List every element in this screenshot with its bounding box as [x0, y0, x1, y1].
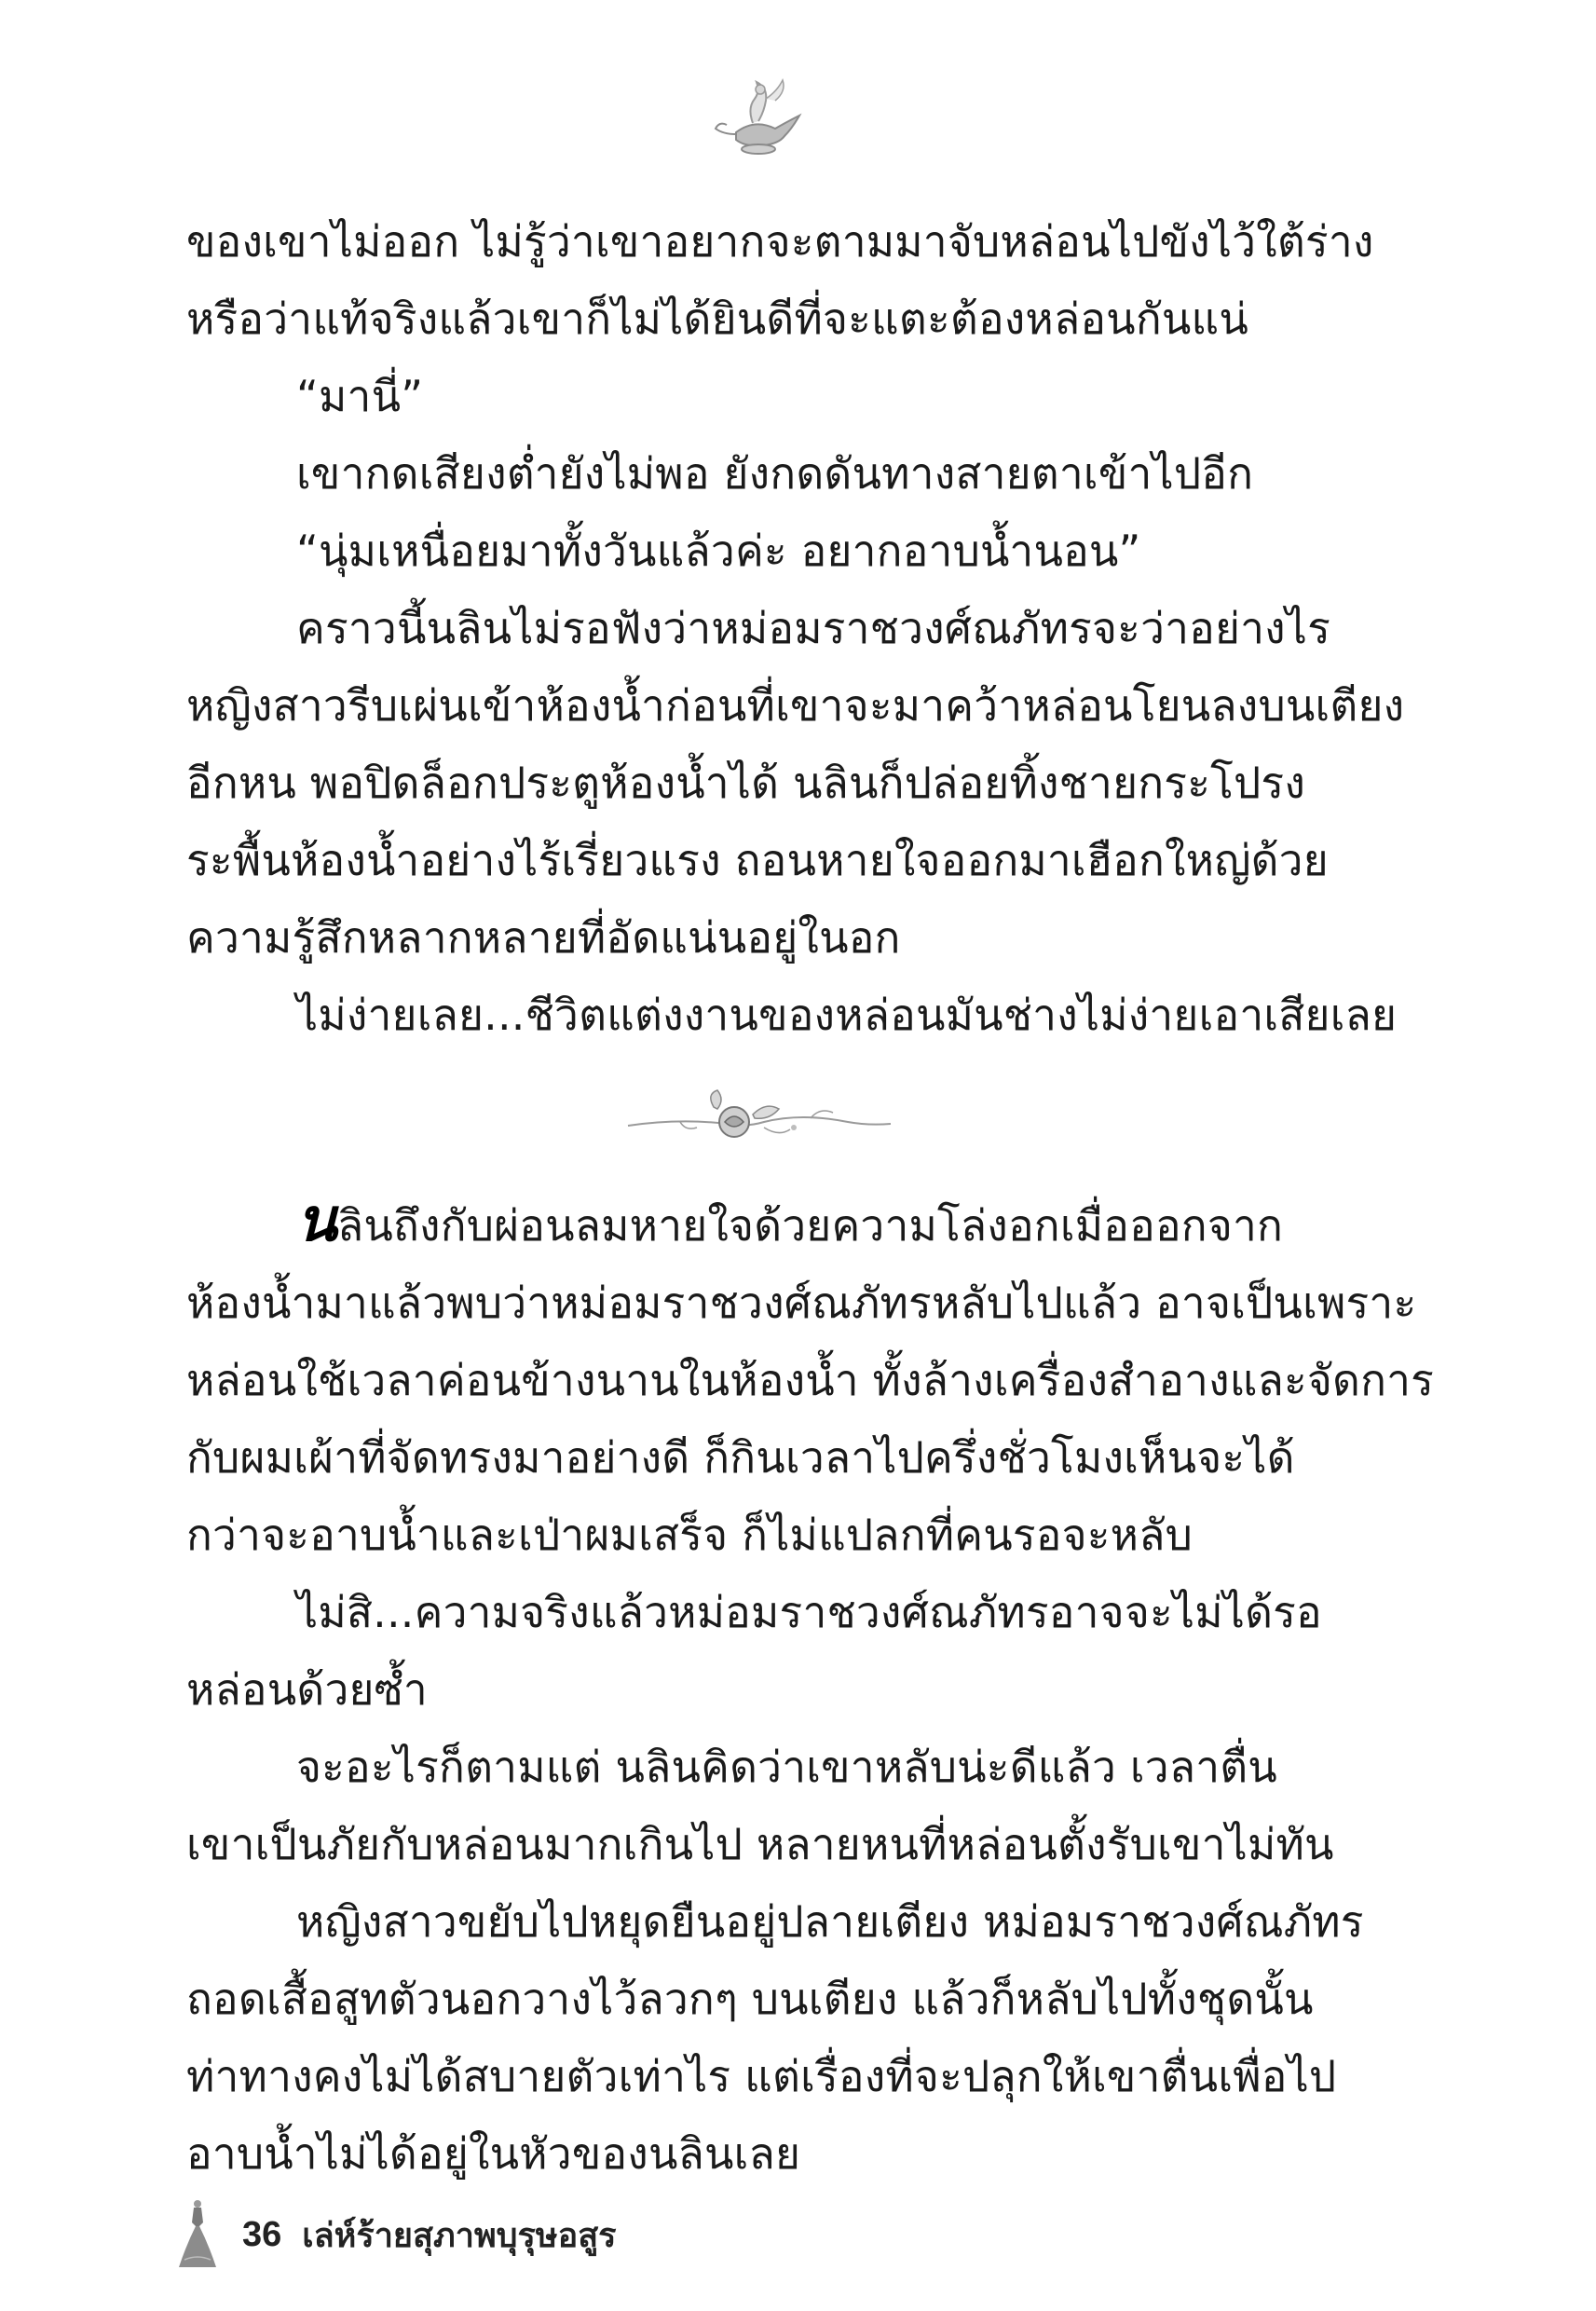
paragraph-line: ไม่สิ...ความจริงแล้วหม่อมราชวงศ์ณภัทรอาจจะไม่ได้รอ	[296, 1587, 1322, 1637]
paragraph-line: อีกหน พอปิดล็อกประตูห้องน้ำได้ นลินก็ปล่อยทิ้งชายกระโปรง	[186, 758, 1305, 808]
paragraph-line: “มานี่”	[296, 371, 424, 421]
paragraph-line: ความรู้สึกหลากหลายที่อัดแน่นอยู่ในอก	[186, 912, 901, 963]
paragraph-line: เขาเป็นภัยกับหล่อนมากเกินไป หลายหนที่หล่อนตั้งรับเขาไม่ทัน	[186, 1819, 1334, 1869]
paragraph-line: เขากดเสียงต่ำยังไม่พอ ยังกดดันทางสายตาเข้าไปอีก	[296, 448, 1254, 499]
dropcap-letter: น	[296, 1185, 337, 1255]
paragraph-line: คราวนี้นลินไม่รอฟังว่าหม่อมราชวงศ์ณภัทรจะว่าอย่างไร	[296, 603, 1331, 653]
paragraph-line: “นุ่มเหนื่อยมาทั้งวันแล้วค่ะ อยากอาบน้ำนอน”	[296, 526, 1141, 576]
paragraph-line: จะอะไรก็ตามแต่ นลินคิดว่าเขาหลับน่ะดีแล้ว เวลาตื่น	[296, 1742, 1277, 1792]
paragraph-line: กว่าจะอาบน้ำและเป่าผมเสร็จ ก็ไม่แปลกที่คนรอจะหลับ	[186, 1510, 1193, 1560]
paragraph-line: ท่าทางคงไม่ได้สบายตัวเท่าไร แต่เรื่องที่จะปลุกให้เขาตื่นเพื่อไป	[186, 2051, 1337, 2101]
paragraph-line: ถอดเสื้อสูทตัวนอกวางไว้ลวกๆ บนเตียง แล้วก็หลับไปทั้งชุดนั้น	[186, 1974, 1314, 2024]
paragraph-line: หล่อนด้วยซ้ำ	[186, 1664, 428, 1715]
text-block-2	[186, 1182, 1435, 2193]
dress-icon	[177, 2198, 218, 2271]
page-footer	[177, 2197, 617, 2272]
paragraph-line: ของเขาไม่ออก ไม่รู้ว่าเขาอยากจะตามมาจับหล่อนไปขังไว้ใต้ร่าง	[186, 216, 1374, 267]
paragraph-line: หญิงสาวรีบเผ่นเข้าห้องน้ำก่อนที่เขาจะมาคว้าหล่อนโยนลงบนเตียง	[186, 680, 1405, 731]
book-title: เล่ห์ร้ายสุภาพบุรุษอสูร	[302, 2216, 617, 2255]
page-number: 36	[242, 2214, 282, 2254]
paragraph-line: ระพื้นห้องน้ำอย่างไร้เรี่ยวแรง ถอนหายใจออกมาเฮือกใหญ่ด้วย	[186, 835, 1329, 885]
paragraph-line: หรือว่าแท้จริงแล้วเขาก็ไม่ได้ยินดีที่จะแตะต้องหล่อนกันแน่	[186, 294, 1249, 344]
genie-lamp-icon	[699, 67, 811, 170]
paragraph-line: ห้องน้ำมาแล้วพบว่าหม่อมราชวงศ์ณภัทรหลับไปแล้ว อาจเป็นเพราะ	[186, 1278, 1417, 1328]
text-block-1	[186, 203, 1405, 1054]
paragraph-line-dropcap	[186, 1182, 1360, 1265]
paragraph-line-rest: ลินถึงกับผ่อนลมหายใจด้วยความโล่งอกเมื่อออกจาก	[336, 1200, 1284, 1251]
paragraph-line: อาบน้ำไม่ได้อยู่ในหัวของนลินเลย	[186, 2128, 801, 2179]
paragraph-line: กับผมเผ้าที่จัดทรงมาอย่างดี ก็กินเวลาไปครึ่งชั่วโมงเห็นจะได้	[186, 1432, 1295, 1483]
paragraph-line: หล่อนใช้เวลาค่อนข้างนานในห้องน้ำ ทั้งล้างเครื่องสำอางและจัดการ	[186, 1355, 1435, 1405]
rose-vine-divider-icon	[624, 1081, 894, 1156]
paragraph-line: ไม่ง่ายเลย...ชีวิตแต่งงานของหล่อนมันช่างไม่ง่ายเอาเสียเลย	[296, 990, 1398, 1040]
paragraph-line: หญิงสาวขยับไปหยุดยืนอยู่ปลายเตียง หม่อมราชวงศ์ณภัทร	[296, 1896, 1364, 1947]
